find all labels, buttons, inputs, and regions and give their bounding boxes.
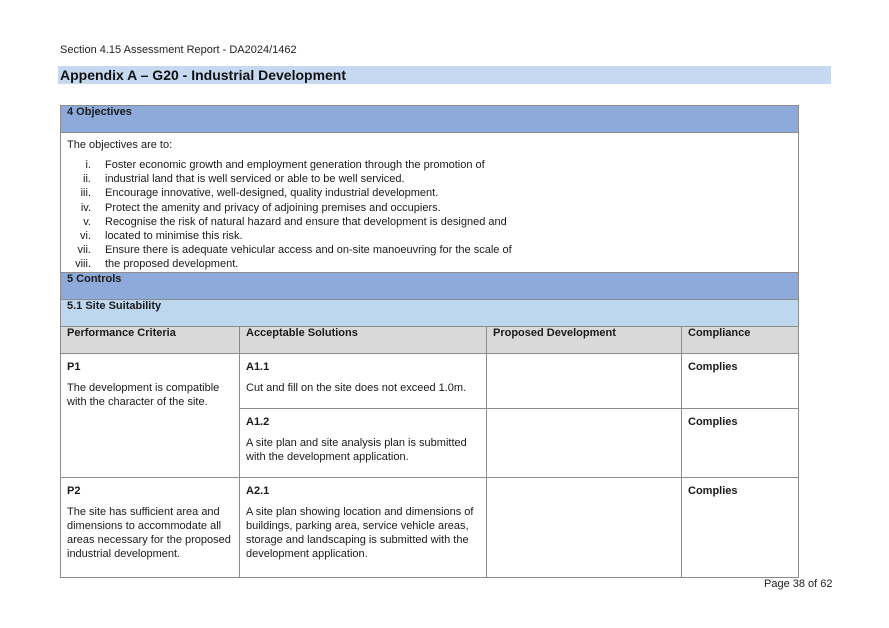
proposed-development-cell [487, 477, 682, 577]
objective-number: iv. [80, 201, 91, 214]
column-header-proposed-development: Proposed Development [487, 326, 682, 353]
objective-item [67, 186, 792, 200]
acceptable-solution-text: Cut and fill on the site does not exceed 1.0m. [246, 381, 467, 394]
controls-heading: 5 Controls [61, 272, 799, 299]
objective-item [67, 158, 792, 172]
objective-number: viii. [75, 258, 91, 271]
acceptable-solution-cell [240, 408, 487, 477]
objective-text: Recognise the risk of natural hazard and ensure that development is designed and [105, 215, 507, 228]
objective-item [67, 172, 792, 186]
objective-number: i. [85, 159, 91, 171]
column-header-row [61, 326, 799, 353]
page-number: Page 38 of 62 [764, 578, 833, 590]
column-header-compliance: Compliance [682, 326, 799, 353]
objective-number: iii. [80, 187, 91, 200]
objective-text: Protect the amenity and privacy of adjoining premises and occupiers. [105, 201, 441, 214]
site-suitability-heading: 5.1 Site Suitability [61, 299, 799, 326]
controls-table [60, 105, 799, 578]
objective-text: Encourage innovative, well-designed, quality industrial development. [105, 187, 439, 200]
objective-item [67, 215, 792, 229]
compliance-cell: Complies [682, 353, 799, 408]
objective-text: industrial land that is well serviced or able to be well serviced. [105, 173, 405, 186]
acceptable-solution-code: A1.2 [246, 415, 270, 428]
column-header-performance-criteria: Performance Criteria [61, 326, 240, 353]
objective-item [67, 243, 792, 257]
performance-criteria-cell [61, 477, 240, 577]
objective-text: Ensure there is adequate vehicular access and on-site manoeuvring for the scale of [105, 244, 512, 257]
performance-criteria-code: P2 [67, 484, 81, 497]
objective-item [67, 257, 792, 271]
objective-number: v. [83, 215, 91, 228]
proposed-development-cell [487, 408, 682, 477]
running-header: Section 4.15 Assessment Report - DA2024/1462 [60, 44, 297, 56]
table-row [61, 477, 799, 577]
column-header-acceptable-solutions: Acceptable Solutions [240, 326, 487, 353]
acceptable-solution-text: A site plan showing location and dimensions of buildings, parking area, service vehicle areas, storage and landscaping is submitted with the development application. [246, 505, 474, 561]
acceptable-solution-cell [240, 353, 487, 408]
objectives-row [61, 133, 799, 273]
objective-text: Foster economic growth and employment generation through the promotion of [105, 159, 485, 171]
compliance-cell: Complies [682, 477, 799, 577]
objectives-cell [61, 133, 799, 273]
objective-number: ii. [83, 173, 91, 186]
acceptable-solution-cell [240, 477, 487, 577]
performance-criteria-text: The site has sufficient area and dimensions to accommodate all areas necessary for the proposed industrial development. [67, 505, 231, 561]
objective-item [67, 229, 792, 243]
performance-criteria-text: The development is compatible with the character of the site. [67, 381, 220, 408]
objective-text: the proposed development. [105, 258, 239, 271]
objective-text: located to minimise this risk. [105, 230, 243, 243]
objectives-list [67, 158, 792, 272]
proposed-development-cell [487, 353, 682, 408]
objective-item [67, 201, 792, 215]
controls-heading-row [61, 272, 799, 299]
acceptable-solution-code: A1.1 [246, 360, 270, 373]
performance-criteria-code: P1 [67, 360, 81, 373]
appendix-title: Appendix A – G20 - Industrial Development [58, 66, 831, 84]
acceptable-solution-code: A2.1 [246, 484, 270, 497]
objective-number: vi. [80, 230, 91, 243]
compliance-cell: Complies [682, 408, 799, 477]
table-row [61, 353, 799, 408]
acceptable-solution-text: A site plan and site analysis plan is submitted with the development application. [246, 436, 467, 463]
objective-number: vii. [77, 244, 91, 257]
objectives-heading-row [61, 106, 799, 133]
objectives-heading: 4 Objectives [61, 106, 799, 133]
site-suitability-heading-row [61, 299, 799, 326]
objectives-intro: The objectives are to: [67, 139, 173, 151]
performance-criteria-cell [61, 353, 240, 477]
